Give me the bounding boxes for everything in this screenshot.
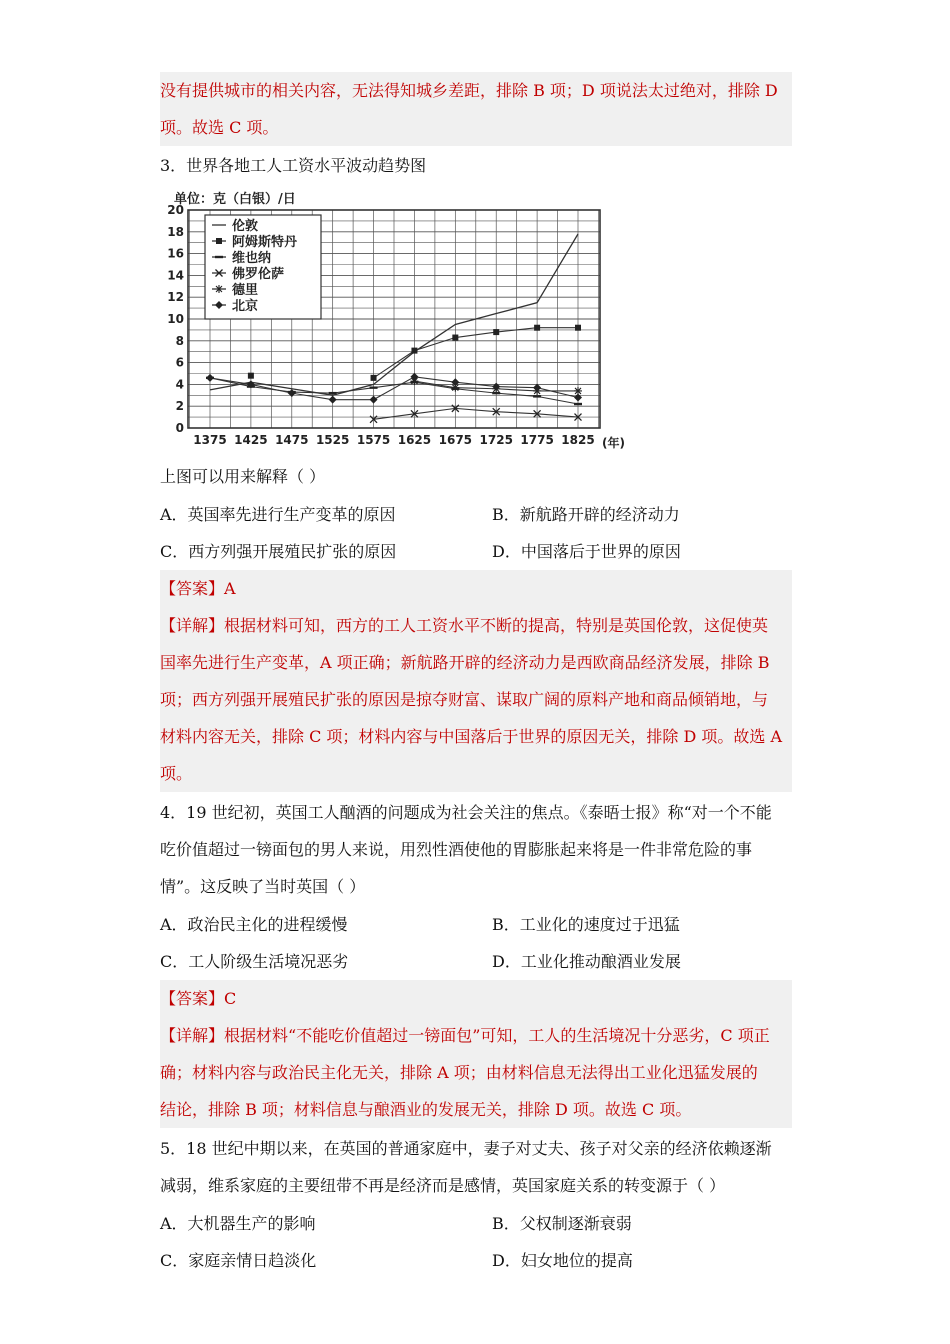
x-tick-label: 1675 [438,433,473,447]
q4-detail-tag: 【详解】 [160,1026,225,1045]
x-tick-label: 1575 [356,433,391,447]
legend-marker [215,285,223,293]
q3-detail-tag: 【详解】 [160,616,225,635]
q5-stem-line-1: 5．18 世纪中期以来，在英国的普通家庭中，妻子对丈夫、孩子对父亲的经济依赖逐渐 [160,1139,772,1158]
data-point [370,396,378,404]
y-tick-label: 20 [167,203,184,217]
x-axis [193,433,594,447]
q3-question: 上图可以用来解释（ ） [160,467,326,486]
data-point [288,389,296,397]
x-axis-label: (年) [602,436,625,450]
q4-option-d[interactable]: D．工业化推动酿酒业发展 [492,952,681,971]
q3-option-d[interactable]: D．中国落后于世界的原因 [492,542,681,561]
q4-option-b[interactable]: B．工业化的速度过于迅猛 [492,915,680,934]
y-tick-label: 10 [167,312,184,326]
q5-stem [160,1130,792,1204]
q3-option-a[interactable]: A．英国率先进行生产变革的原因 [160,505,396,524]
y-tick-label: 8 [175,333,184,348]
q3-detail-line-3: 项；西方列强开展殖民扩张的原因是掠夺财富、谋取广阔的原料产地和商品倾销地，与 [160,690,769,709]
q4-stem-line-1: 4．19 世纪初，英国工人酗酒的问题成为社会关注的焦点。《泰晤士报》称“对一个不能 [160,803,772,822]
wage-chart [160,185,640,450]
q4-answer-line [160,980,792,1017]
q3-detail-line-2: 国率先进行生产变革，A 项正确；新航路开辟的经济动力是西欧商品经济发展，排除 B [160,653,770,672]
q3-detail-line-1: 【详解】根据材料可知，西方的工人工资水平不断的提高，特别是英国伦敦，这促使英 [160,616,769,635]
q4-detail-line-3: 结论，排除 B 项；材料信息与酿酒业的发展无关，排除 D 项。故选 C 项。 [160,1100,692,1119]
data-point [371,375,377,381]
data-point [410,373,418,381]
legend-marker [216,238,222,244]
q5-option-b[interactable]: B．父权制逐渐衰弱 [492,1214,632,1233]
data-point [411,348,417,354]
q4-option-a[interactable]: A．政治民主化的进程缓慢 [160,915,348,934]
x-tick-label: 1725 [479,433,513,447]
intro-answer-block [160,72,792,146]
x-tick-label: 1425 [234,433,268,447]
legend-label: 佛罗伦萨 [232,267,285,282]
q3-answer-tag: 【答案】 [160,579,225,598]
legend-label: 伦敦 [232,219,259,234]
data-point [248,373,254,379]
y-tick-label: 0 [175,421,184,435]
q5-option-c[interactable]: C．家庭亲情日趋淡化 [160,1251,317,1270]
data-point [493,329,499,335]
q3-detail-line-4: 材料内容无关，排除 C 项；材料内容与中国落后于世界的原因无关，排除 D 项。故选 A [160,727,783,746]
q4-stem [160,794,792,905]
y-tick-label: 14 [167,268,184,283]
q4-stem-line-2: 吃价值超过一镑面包的男人来说，用烈性酒使他的胃膨胀起来将是一件非常危险的事 [160,840,753,859]
q3-answer-line [160,570,792,607]
legend-label: 德里 [232,283,259,298]
legend-label: 维也纳 [232,251,272,266]
y-axis [167,203,184,435]
x-tick-label: 1525 [315,433,350,447]
q4-answer-tag: 【答案】 [160,989,225,1008]
x-tick-label: 1625 [397,433,432,447]
q5-stem-line-2: 减弱，维系家庭的主要纽带不再是经济而是感情，英国家庭关系的转变源于（ ） [160,1176,726,1195]
q4-stem-line-3: 情”。这反映了当时英国（ ） [160,877,366,896]
q3-answer-block [160,570,792,792]
q4-answer-value: C [224,989,237,1008]
q3-option-b[interactable]: B．新航路开辟的经济动力 [492,505,680,524]
x-tick-label: 1375 [193,433,227,447]
data-point [575,325,581,331]
x-tick-label: 1775 [520,433,554,447]
chart-unit-label: 单位：克（白银）/日 [174,192,296,207]
q3-option-c[interactable]: C．西方列强开展殖民扩张的原因 [160,542,397,561]
y-tick-label: 2 [175,399,184,414]
chart-legend [205,215,321,319]
q4-answer-block [160,980,792,1128]
data-point [452,335,458,341]
y-tick-label: 16 [167,246,184,261]
x-tick-label: 1825 [561,433,595,447]
data-point [329,396,337,404]
data-point [534,325,540,331]
legend-label: 北京 [232,299,259,314]
y-tick-label: 18 [167,224,184,239]
data-point [206,374,214,382]
q3-stem: 3．世界各地工人工资水平波动趋势图 [160,156,427,175]
data-point [574,393,582,401]
intro-line-1: 没有提供城市的相关内容，无法得知城乡差距，排除 B 项；D 项说法太过绝对，排除 D [160,81,778,100]
q3-answer-value: A [224,579,236,598]
q5-option-a[interactable]: A．大机器生产的影响 [160,1214,316,1233]
y-tick-label: 4 [175,377,184,392]
q3-detail-line-5: 项。 [160,764,193,783]
legend-label: 阿姆斯特丹 [232,235,298,250]
q4-detail-line-2: 确；材料内容与政治民主化无关，排除 A 项；由材料信息无法得出工业化迅猛发展的 [160,1063,758,1082]
q4-detail-line-1: 【详解】根据材料“不能吃价值超过一镑面包”可知，工人的生活境况十分恶劣，C 项正 [160,1026,770,1045]
y-tick-label: 12 [167,290,184,305]
y-tick-label: 6 [175,355,184,370]
intro-line-2: 项。故选 C 项。 [160,118,279,137]
q4-option-c[interactable]: C．工人阶级生活境况恶劣 [160,952,349,971]
x-tick-label: 1475 [275,433,309,447]
q5-option-d[interactable]: D．妇女地位的提高 [492,1251,633,1270]
